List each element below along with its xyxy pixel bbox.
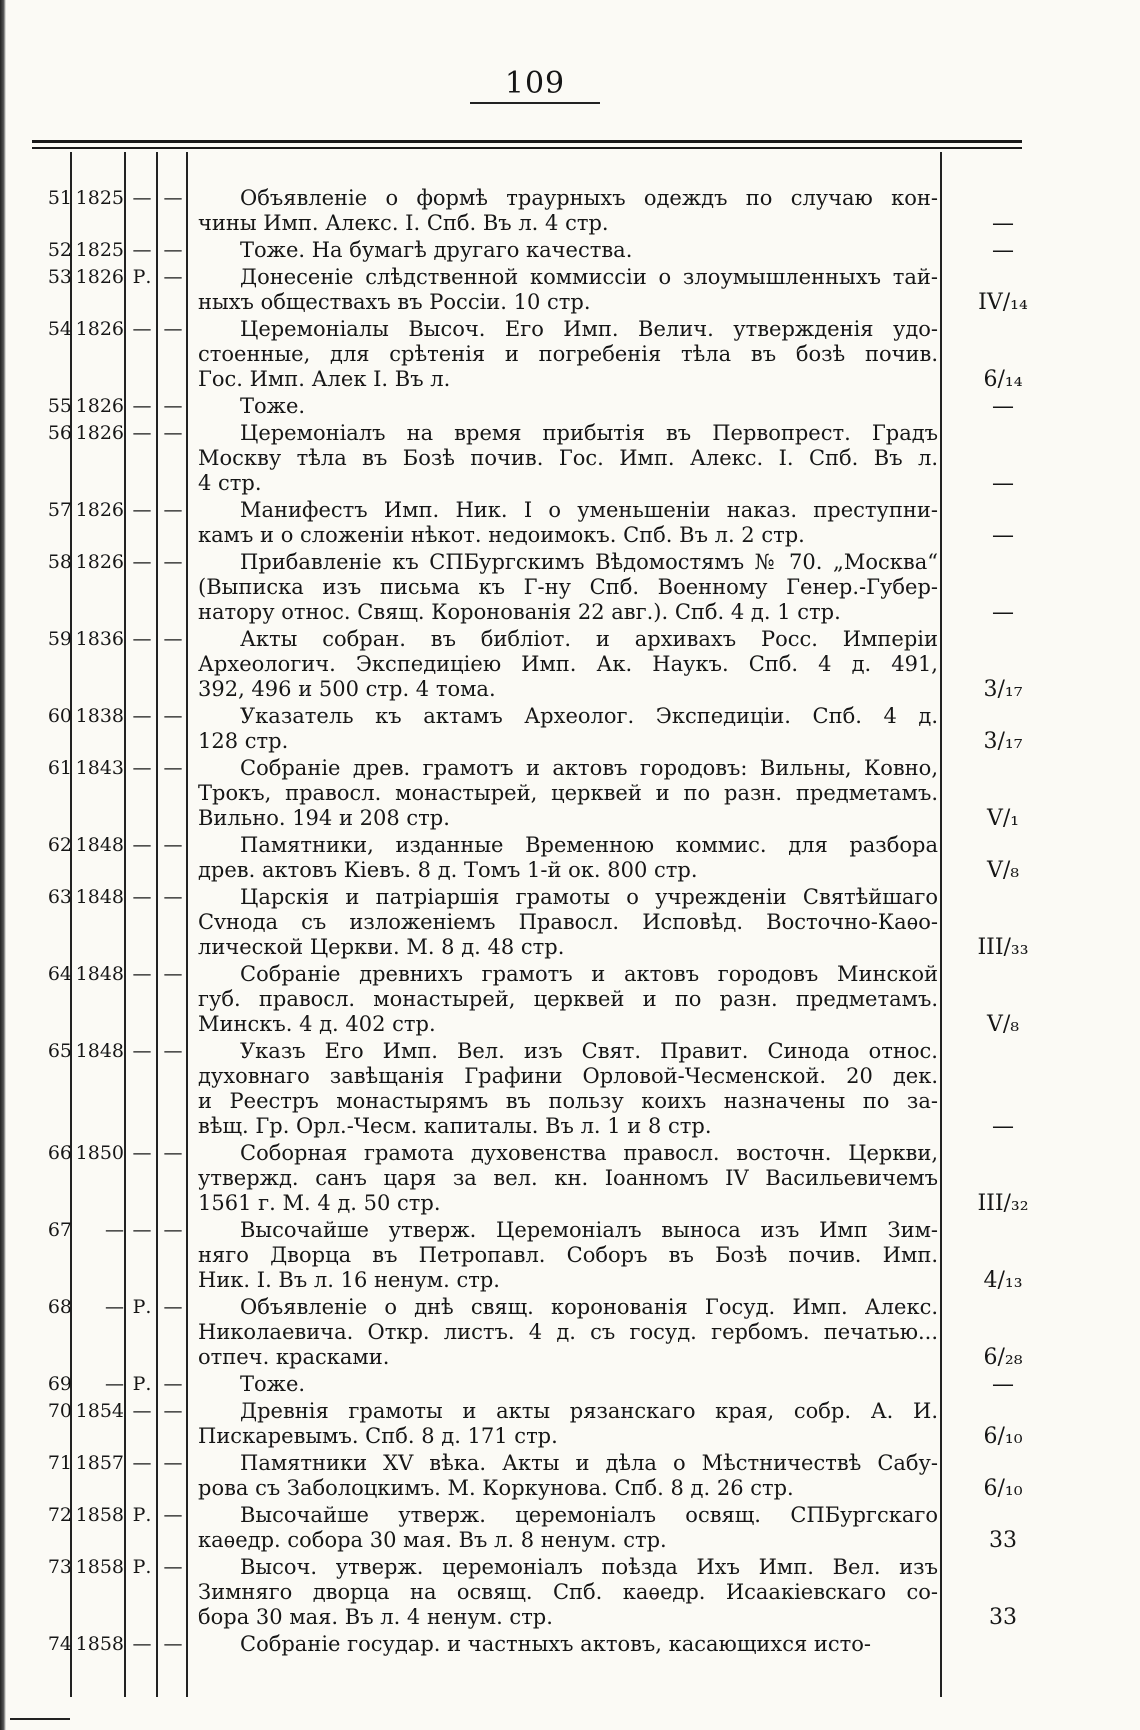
entry-year: 1850 (75, 1142, 124, 1164)
description-line: Собраніе древнихъ грамотъ и актовъ городовъ Минской (240, 962, 938, 986)
table-row (0, 238, 1140, 263)
header-rule-thick (32, 140, 1022, 143)
entry-year: 1848 (75, 834, 124, 856)
description-line: лической Церкви. М. 8 д. 48 стр. (198, 935, 565, 959)
description-line: Памятники XV вѣка. Акты и дѣла о Мѣстничествѣ Сабу- (240, 1451, 938, 1475)
entry-mark: — (132, 1219, 152, 1241)
entry-mark-2: — (163, 1400, 183, 1422)
description-line: Указатель къ актамъ Археолог. Экспедиціи. Спб. 4 д. (240, 704, 938, 728)
description-line: (Выписка изъ письма къ Г-ну Спб. Военному Генер.-Губер- (198, 575, 938, 599)
table-row (0, 186, 1140, 236)
description-line: каѳедр. собора 30 мая. Въ л. 8 ненум. стр. (198, 1528, 667, 1552)
entry-year: 1826 (75, 499, 124, 521)
entry-year: 1836 (75, 628, 124, 650)
entry-description (198, 627, 938, 702)
entry-mark-2: — (163, 705, 183, 727)
entry-mark-2: — (163, 187, 183, 209)
page-number: 109 (504, 66, 566, 101)
table-row (0, 1503, 1140, 1553)
entry-description (198, 317, 938, 392)
description-line: Зимняго дворца на освящ. Спб. каѳедр. Исаакіевскаго со- (198, 1580, 938, 1604)
entry-number: 52 (47, 239, 72, 261)
entry-mark: Р. (132, 1296, 152, 1318)
entry-mark-2: — (163, 1219, 183, 1241)
description-line: 392, 496 и 500 стр. 4 тома. (198, 677, 496, 701)
entry-shelf-ref: 6/₁₀ (983, 1476, 1023, 1501)
entry-year: 1826 (75, 266, 124, 288)
entry-shelf-ref: — (992, 600, 1014, 625)
description-line: чины Имп. Алекс. I. Спб. Въ л. 4 стр. (198, 211, 609, 235)
entry-mark-2: — (163, 1142, 183, 1164)
entry-number: 72 (47, 1504, 72, 1526)
entry-number: 68 (47, 1296, 72, 1318)
entry-number: 55 (47, 395, 72, 417)
entry-description (198, 1399, 938, 1449)
description-line: вѣщ. Гр. Орл.-Чесм. капиталы. Въ л. 1 и 8 стр. (198, 1114, 712, 1138)
description-line: Собраніе древ. грамотъ и актовъ городовъ: Вильны, Ковно, (240, 756, 938, 780)
description-line: Москву тѣла въ Бозѣ почив. Гос. Имп. Алекс. I. Спб. Въ л. (198, 446, 938, 470)
entry-mark: — (132, 499, 152, 521)
description-line: Собраніе государ. и частныхъ актовъ, касающихся исто- (240, 1632, 871, 1656)
entry-mark: — (132, 757, 152, 779)
entry-description (198, 1555, 938, 1630)
description-line: Минскъ. 4 д. 402 стр. (198, 1012, 436, 1036)
description-line: древ. актовъ Кіевъ. 8 д. Томъ 1-й ок. 800 стр. (198, 858, 698, 882)
description-line: Тоже. (240, 1372, 306, 1396)
entry-shelf-ref: 4/₁₃ (983, 1268, 1023, 1293)
entry-description (198, 833, 938, 883)
description-line: Сvнода съ изложеніемъ Правосл. Исповѣд. Восточно-Каѳо- (198, 910, 938, 934)
description-line: 1561 г. М. 4 д. 50 стр. (198, 1191, 441, 1215)
description-line: Высочайше утверж. Церемоніалъ выноса изъ Имп Зим- (240, 1218, 938, 1242)
entry-shelf-ref: V/₈ (986, 1012, 1020, 1037)
description-line: бора 30 мая. Въ л. 4 ненум. стр. (198, 1605, 553, 1629)
entry-description (198, 704, 938, 754)
entry-shelf-ref: 33 (989, 1528, 1017, 1553)
entry-mark-2: — (163, 628, 183, 650)
entry-shelf-ref: — (992, 1114, 1014, 1139)
entry-mark: — (132, 705, 152, 727)
description-line: Соборная грамота духовенства правосл. восточн. Церкви, (240, 1141, 938, 1165)
description-line: Археологич. Экспедиціею Имп. Ак. Наукъ. Спб. 4 д. 491, (198, 652, 938, 676)
entry-shelf-ref: III/₃₂ (977, 1191, 1029, 1216)
description-line: Манифестъ Имп. Ник. I о уменьшеніи наказ. преступни- (240, 498, 938, 522)
entry-year: 1825 (75, 187, 124, 209)
entry-description (198, 1039, 938, 1139)
header-rule-thin (32, 147, 1022, 149)
description-line: Пискаревымъ. Спб. 8 д. 171 стр. (198, 1424, 558, 1448)
description-line: няго Дворца въ Петропавл. Соборъ въ Бозѣ почив. Имп. (198, 1243, 938, 1267)
description-line: Памятники, изданные Временною коммис. для разбора (240, 833, 938, 857)
entry-shelf-ref: 6/₂₈ (983, 1345, 1023, 1370)
description-line: утвержд. санъ царя за вел. кн. Іоанномъ IV Васильевичемъ (198, 1166, 938, 1190)
description-line: духовнаго завѣщанія Графини Орловой-Чесменской. 20 дек. (198, 1064, 938, 1088)
description-line: стоенные, для срѣтенія и погребенія тѣла въ бозѣ почив. (198, 342, 938, 366)
entry-mark-2: — (163, 886, 183, 908)
entry-number: 59 (47, 628, 72, 650)
description-line: и Реестръ монастырямъ въ пользу коихъ назначены по за- (198, 1089, 938, 1113)
description-line: ныхъ обществахъ въ Россіи. 10 стр. (198, 290, 591, 314)
description-line: Церемоніалъ на время прибытія въ Первопрест. Градъ (240, 421, 938, 445)
description-line: Николаевича. Откр. листъ. 4 д. съ госуд. гербомъ. печатью... (198, 1320, 938, 1344)
description-line: 128 стр. (198, 729, 289, 753)
entry-shelf-ref: 6/₁₀ (983, 1424, 1023, 1449)
table-row (0, 1141, 1140, 1216)
entry-mark-2: — (163, 318, 183, 340)
entry-mark: — (132, 834, 152, 856)
entry-mark-2: — (163, 757, 183, 779)
description-line: Ник. I. Въ л. 16 ненум. стр. (198, 1268, 500, 1292)
description-line: Объявленіе о днѣ свящ. коронованія Госуд. Имп. Алекс. (240, 1295, 938, 1319)
description-line: Трокъ, правосл. монастырей, церквей и по разн. предметамъ. (198, 781, 938, 805)
entry-number: 73 (47, 1556, 72, 1578)
entry-mark: Р. (132, 1373, 152, 1395)
entry-shelf-ref: V/₁ (986, 806, 1020, 831)
page-number-underline (470, 102, 600, 104)
entry-shelf-ref: — (992, 1372, 1014, 1397)
table-row (0, 394, 1140, 419)
entry-number: 69 (47, 1373, 72, 1395)
entry-year: 1848 (75, 886, 124, 908)
entry-year: 1826 (75, 318, 124, 340)
table-row (0, 1218, 1140, 1293)
entry-shelf-ref: III/₃₃ (977, 935, 1029, 960)
description-line: рова съ Заболоцкимъ. М. Коркунова. Спб. 8 д. 26 стр. (198, 1476, 794, 1500)
entry-year: 1858 (75, 1504, 124, 1526)
entry-number: 51 (47, 187, 72, 209)
entry-mark-2: — (163, 1452, 183, 1474)
entry-year: — (105, 1219, 124, 1241)
entry-year: 1838 (75, 705, 124, 727)
entry-year: 1843 (75, 757, 124, 779)
table-row (0, 833, 1140, 883)
entry-description (198, 756, 938, 831)
entry-shelf-ref: V/₈ (986, 858, 1020, 883)
entry-description (198, 186, 938, 236)
description-line: Указъ Его Имп. Вел. изъ Свят. Правит. Синода относ. (240, 1039, 938, 1063)
entry-description (198, 421, 938, 496)
description-line: Акты собран. въ библіот. и архивахъ Росс. Имперіи (240, 627, 938, 651)
entry-mark: — (132, 1400, 152, 1422)
entry-year: 1858 (75, 1633, 124, 1655)
entry-mark: — (132, 395, 152, 417)
entry-shelf-ref: 3/₁₇ (983, 729, 1023, 754)
entry-number: 58 (47, 551, 72, 573)
entry-number: 57 (47, 499, 72, 521)
entry-shelf-ref: 33 (989, 1605, 1017, 1630)
description-line: отпеч. красками. (198, 1345, 390, 1369)
entry-number: 74 (47, 1633, 72, 1655)
entry-mark: — (132, 1633, 152, 1655)
entry-number: 70 (47, 1400, 72, 1422)
entry-description (198, 1141, 938, 1216)
entry-shelf-ref: — (992, 523, 1014, 548)
entry-shelf-ref: 3/₁₇ (983, 677, 1023, 702)
description-line: натору относ. Свящ. Коронованія 22 авг.). Спб. 4 д. 1 стр. (198, 600, 841, 624)
table-row (0, 265, 1140, 315)
entry-number: 54 (47, 318, 72, 340)
entry-number: 65 (47, 1040, 72, 1062)
table-row (0, 962, 1140, 1037)
table-row (0, 627, 1140, 702)
description-line: Высоч. утверж. церемоніалъ поѣзда Ихъ Имп. Вел. изъ (240, 1555, 938, 1579)
description-line: Царскія и патріаршія грамоты о учрежденіи Святѣйшаго (240, 885, 938, 909)
entry-mark: — (132, 1142, 152, 1164)
entry-description (198, 1632, 938, 1657)
entry-number: 66 (47, 1142, 72, 1164)
entry-mark-2: — (163, 395, 183, 417)
bottom-rule (10, 1718, 70, 1720)
entry-mark: — (132, 187, 152, 209)
entry-number: 67 (47, 1219, 72, 1241)
entry-mark: — (132, 886, 152, 908)
description-line: Объявленіе о формѣ траурныхъ одеждъ по случаю кон- (240, 186, 938, 210)
table-row (0, 1632, 1140, 1657)
entry-year: 1826 (75, 422, 124, 444)
table-row (0, 1295, 1140, 1370)
table-row (0, 421, 1140, 496)
entry-mark: — (132, 628, 152, 650)
entry-description (198, 394, 938, 419)
entry-description (198, 498, 938, 548)
entry-number: 71 (47, 1452, 72, 1474)
entry-year: 1857 (75, 1452, 124, 1474)
entry-shelf-ref: — (992, 238, 1014, 263)
entry-mark: — (132, 1452, 152, 1474)
description-line: Тоже. (240, 394, 306, 418)
table-row (0, 317, 1140, 392)
entry-mark: Р. (132, 1556, 152, 1578)
table-row (0, 550, 1140, 625)
description-line: Донесеніе слѣдственной коммиссіи о злоумышленныхъ тай- (240, 265, 938, 289)
entry-number: 53 (47, 266, 72, 288)
entry-mark-2: — (163, 266, 183, 288)
entry-description (198, 1451, 938, 1501)
entry-mark-2: — (163, 1633, 183, 1655)
description-line: 4 стр. (198, 471, 262, 495)
table-row (0, 885, 1140, 960)
entry-year: — (105, 1373, 124, 1395)
entry-shelf-ref: — (992, 394, 1014, 419)
entry-year: — (105, 1296, 124, 1318)
entry-shelf-ref: IV/₁₄ (978, 290, 1028, 315)
entry-year: 1825 (75, 239, 124, 261)
table-row (0, 1372, 1140, 1397)
entry-mark: — (132, 239, 152, 261)
description-line: Тоже. На бумагѣ другаго качества. (240, 238, 633, 262)
table-row (0, 498, 1140, 548)
entry-description (198, 1372, 938, 1397)
entry-year: 1826 (75, 395, 124, 417)
entry-year: 1854 (75, 1400, 124, 1422)
description-line: губ. правосл. монастырей, церквей и по разн. предметамъ. (198, 987, 938, 1011)
entry-description (198, 238, 938, 263)
entry-mark-2: — (163, 834, 183, 856)
entry-shelf-ref: — (992, 211, 1014, 236)
description-line: Прибавленіе къ СПБургскимъ Вѣдомостямъ № 70. „Москва“ (240, 550, 938, 574)
description-line: Высочайше утверж. церемоніалъ освящ. СПБургскаго (240, 1503, 938, 1527)
entry-mark-2: — (163, 1373, 183, 1395)
table-row (0, 1451, 1140, 1501)
entry-mark: — (132, 1040, 152, 1062)
table-row (0, 704, 1140, 754)
entry-description (198, 1218, 938, 1293)
entry-description (198, 1295, 938, 1370)
table-row (0, 756, 1140, 831)
entry-shelf-ref: — (992, 471, 1014, 496)
entry-mark: Р. (132, 1504, 152, 1526)
entry-number: 56 (47, 422, 72, 444)
entry-mark-2: — (163, 1504, 183, 1526)
entry-description (198, 962, 938, 1037)
entry-mark: — (132, 963, 152, 985)
table-row (0, 1399, 1140, 1449)
entry-mark: — (132, 551, 152, 573)
entry-mark: — (132, 318, 152, 340)
entry-mark: — (132, 422, 152, 444)
description-line: Древнія грамоты и акты рязанскаго края, собр. А. И. (240, 1399, 938, 1423)
entry-description (198, 550, 938, 625)
entry-number: 61 (47, 757, 72, 779)
entry-mark-2: — (163, 422, 183, 444)
entry-mark: Р. (132, 266, 152, 288)
description-line: камъ и о сложеніи нѣкот. недоимокъ. Спб. Въ л. 2 стр. (198, 523, 805, 547)
table-row (0, 1555, 1140, 1630)
entry-description (198, 885, 938, 960)
entry-year: 1848 (75, 963, 124, 985)
entry-number: 64 (47, 963, 72, 985)
entry-number: 63 (47, 886, 72, 908)
entry-mark-2: — (163, 1296, 183, 1318)
description-line: Гос. Имп. Алек I. Въ л. (198, 367, 451, 391)
entry-mark-2: — (163, 239, 183, 261)
entry-mark-2: — (163, 963, 183, 985)
entry-description (198, 265, 938, 315)
entry-number: 62 (47, 834, 72, 856)
entry-year: 1858 (75, 1556, 124, 1578)
entry-number: 60 (47, 705, 72, 727)
entry-mark-2: — (163, 1556, 183, 1578)
description-line: Церемоніалы Высоч. Его Имп. Велич. утвержденія удо- (240, 317, 938, 341)
table-row (0, 1039, 1140, 1139)
description-line: Вильно. 194 и 208 стр. (198, 806, 450, 830)
entry-description (198, 1503, 938, 1553)
entry-year: 1848 (75, 1040, 124, 1062)
entry-mark-2: — (163, 551, 183, 573)
entry-mark-2: — (163, 1040, 183, 1062)
entry-year: 1826 (75, 551, 124, 573)
entry-mark-2: — (163, 499, 183, 521)
entry-shelf-ref: 6/₁₄ (983, 367, 1023, 392)
